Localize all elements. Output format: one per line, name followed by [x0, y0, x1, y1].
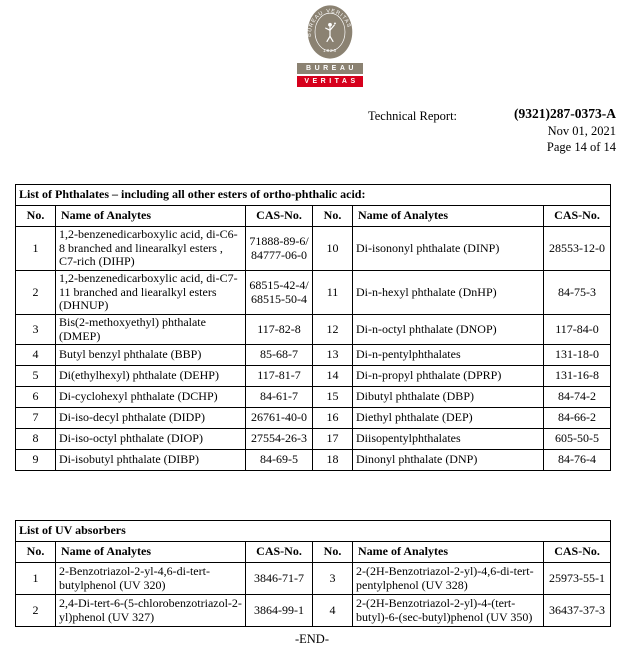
analyte-name-cell: Di-isobutyl phthalate (DIBP)	[56, 450, 246, 471]
analyte-name-cell: Di-n-octyl phthalate (DNOP)	[353, 315, 544, 345]
row-number-cell: 4	[16, 345, 56, 366]
row-number-cell: 17	[313, 429, 353, 450]
row-number-cell: 4	[313, 595, 353, 627]
cas-number-cell: 605-50-5	[544, 429, 611, 450]
table-row	[16, 450, 611, 471]
row-number-cell: 6	[16, 387, 56, 408]
analyte-name-cell: 1,2-benzenedicarboxylic acid, di-C7-11 branched and liearalkyl esters (DHNUP)	[56, 271, 246, 315]
row-number-cell: 8	[16, 429, 56, 450]
analyte-name-cell: Dibutyl phthalate (DBP)	[353, 387, 544, 408]
cas-number-cell: 117-84-0	[544, 315, 611, 345]
analyte-name-cell: Di-isononyl phthalate (DINP)	[353, 227, 544, 271]
col-header-name: Name of Analytes	[56, 206, 246, 227]
col-header-no: No.	[313, 206, 353, 227]
analyte-name-cell: Di-n-pentylphthalates	[353, 345, 544, 366]
row-number-cell: 18	[313, 450, 353, 471]
table-row	[16, 227, 611, 271]
phthalates-table-title-row	[16, 185, 611, 206]
cas-number-cell: 84-69-5	[246, 450, 313, 471]
analyte-name-cell: Bis(2-methoxyethyl) phthalate (DMEP)	[56, 315, 246, 345]
technical-report-label: Technical Report:	[368, 109, 458, 123]
row-number-cell: 3	[313, 563, 353, 595]
cas-number-cell: 117-82-8	[246, 315, 313, 345]
row-number-cell: 7	[16, 408, 56, 429]
uv-header-row	[16, 542, 611, 563]
col-header-cas: CAS-No.	[246, 206, 313, 227]
analyte-name-cell: Di-n-hexyl phthalate (DnHP)	[353, 271, 544, 315]
cas-number-cell: 131-16-8	[544, 366, 611, 387]
row-number-cell: 1	[16, 563, 56, 595]
cas-number-cell: 26761-40-0	[246, 408, 313, 429]
table-row	[16, 408, 611, 429]
row-number-cell: 9	[16, 450, 56, 471]
uv-table-title: List of UV absorbers	[16, 521, 611, 542]
table-row	[16, 271, 611, 315]
cas-number-cell: 84-74-2	[544, 387, 611, 408]
analyte-name-cell: 1,2-benzenedicarboxylic acid, di-C6-8 branched and linearalkyl esters , C7-rich (DIHP)	[56, 227, 246, 271]
seal-year-text: 1828	[323, 48, 337, 54]
cas-number-cell: 84-61-7	[246, 387, 313, 408]
analyte-name-cell: Di-iso-decyl phthalate (DIDP)	[56, 408, 246, 429]
end-marker: -END-	[294, 632, 329, 646]
analyte-name-cell: Di-iso-octyl phthalate (DIOP)	[56, 429, 246, 450]
cas-number-cell: 131-18-0	[544, 345, 611, 366]
analyte-name-cell: Diisopentylphthalates	[353, 429, 544, 450]
row-number-cell: 3	[16, 315, 56, 345]
cas-number-cell: 85-68-7	[246, 345, 313, 366]
phthalates-header-row	[16, 206, 611, 227]
col-header-cas: CAS-No.	[544, 206, 611, 227]
cas-number-cell: 117-81-7	[246, 366, 313, 387]
analyte-name-cell: 2,4-Di-tert-6-(5-chlorobenzotriazol-2-yl)phenol (UV 327)	[56, 595, 246, 627]
row-number-cell: 5	[16, 366, 56, 387]
phthalates-table-title: List of Phthalates – including all other esters of ortho-phthalic acid:	[16, 185, 611, 206]
col-header-no: No.	[16, 542, 56, 563]
col-header-name: Name of Analytes	[353, 206, 544, 227]
phthalates-table	[15, 184, 611, 471]
col-header-no: No.	[16, 206, 56, 227]
row-number-cell: 12	[313, 315, 353, 345]
cas-number-cell: 25973-55-1	[544, 563, 611, 595]
cas-number-cell: 84-75-3	[544, 271, 611, 315]
row-number-cell: 2	[16, 271, 56, 315]
cas-number-cell: 84-76-4	[544, 450, 611, 471]
row-number-cell: 1	[16, 227, 56, 271]
col-header-cas: CAS-No.	[544, 542, 611, 563]
analyte-name-cell: Dinonyl phthalate (DNP)	[353, 450, 544, 471]
bureau-veritas-seal-icon	[300, 3, 360, 61]
analyte-name-cell: Di-cyclohexyl phthalate (DCHP)	[56, 387, 246, 408]
row-number-cell: 10	[313, 227, 353, 271]
row-number-cell: 16	[313, 408, 353, 429]
table-row	[16, 345, 611, 366]
analyte-name-cell: Di-n-propyl phthalate (DPRP)	[353, 366, 544, 387]
row-number-cell: 15	[313, 387, 353, 408]
cas-number-cell: 27554-26-3	[246, 429, 313, 450]
col-header-name: Name of Analytes	[56, 542, 246, 563]
cas-number-cell: 3864-99-1	[246, 595, 313, 627]
table-row	[16, 429, 611, 450]
row-number-cell: 11	[313, 271, 353, 315]
report-date: Nov 01, 2021	[547, 123, 616, 138]
analyte-name-cell: Butyl benzyl phthalate (BBP)	[56, 345, 246, 366]
cas-number-cell: 3846-71-7	[246, 563, 313, 595]
row-number-cell: 13	[313, 345, 353, 366]
table-row	[16, 563, 611, 595]
report-meta	[514, 106, 616, 156]
seal-arc-text: BUREAU VERITAS	[306, 8, 353, 38]
analyte-name-cell: Diethyl phthalate (DEP)	[353, 408, 544, 429]
uv-table-title-row	[16, 521, 611, 542]
analyte-name-cell: 2-Benzotriazol-2-yl-4,6-di-tert-butylphenol (UV 320)	[56, 563, 246, 595]
cas-number-cell: 71888-89-6/ 84777-06-0	[246, 227, 313, 271]
col-header-no: No.	[313, 542, 353, 563]
col-header-cas: CAS-No.	[246, 542, 313, 563]
cas-number-cell: 28553-12-0	[544, 227, 611, 271]
cas-number-cell: 36437-37-3	[544, 595, 611, 627]
report-number: (9321)287-0373-A	[514, 106, 616, 121]
table-row	[16, 595, 611, 627]
table-row	[16, 315, 611, 345]
col-header-name: Name of Analytes	[353, 542, 544, 563]
logo-veritas-bar: VERITAS	[297, 76, 363, 87]
analyte-name-cell: Di(ethylhexyl) phthalate (DEHP)	[56, 366, 246, 387]
logo-bureau-bar: BUREAU	[297, 63, 363, 74]
cas-number-cell: 84-66-2	[544, 408, 611, 429]
analyte-name-cell: 2-(2H-Benzotriazol-2-yl)-4-(tert-butyl)-6-(sec-butyl)phenol (UV 350)	[353, 595, 544, 627]
cas-number-cell: 68515-42-4/ 68515-50-4	[246, 271, 313, 315]
row-number-cell: 2	[16, 595, 56, 627]
analyte-name-cell: 2-(2H-Benzotriazol-2-yl)-4,6-di-tert-pentylphenol (UV 328)	[353, 563, 544, 595]
report-page: Page 14 of 14	[546, 140, 616, 154]
row-number-cell: 14	[313, 366, 353, 387]
bureau-veritas-logo	[297, 3, 363, 87]
table-row	[16, 366, 611, 387]
uv-absorbers-table	[15, 520, 611, 627]
table-row	[16, 387, 611, 408]
